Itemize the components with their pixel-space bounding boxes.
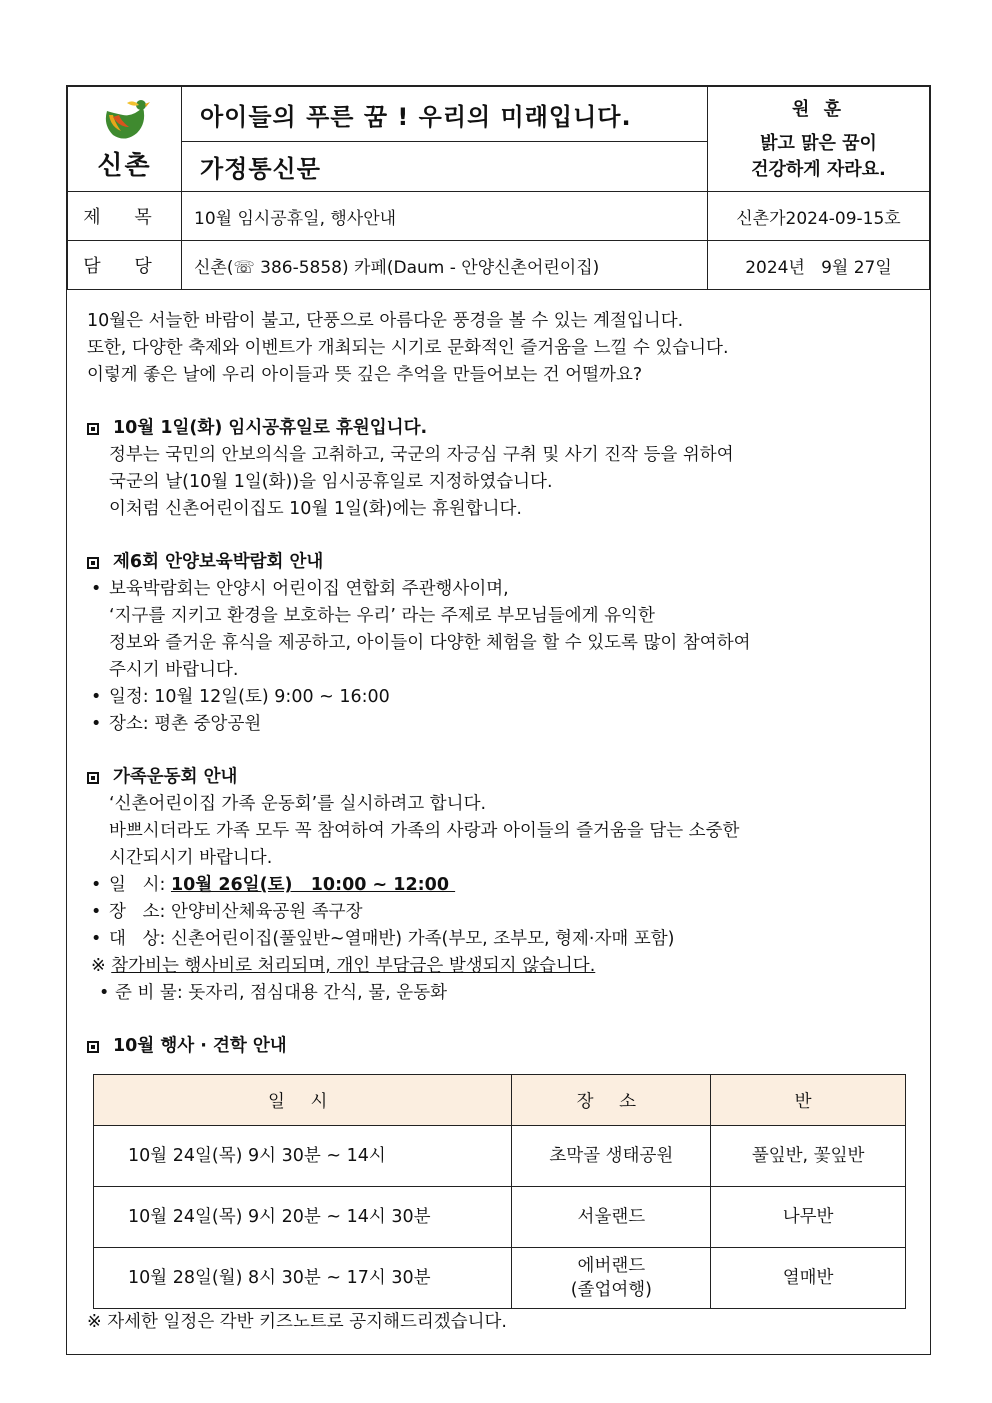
- events-header-date: 일 시: [94, 1075, 512, 1126]
- section-heading-expo: 제6회 안양보육박람회 안내: [87, 549, 917, 576]
- motto-line-1: 밝고 맑은 꿈이: [760, 133, 877, 154]
- motto-line-2: 건강하게 자라요.: [751, 159, 886, 180]
- sportsday-bring: • 준 비 물: 돗자리, 점심대용 간식, 물, 운동화: [87, 980, 917, 1007]
- events-header-class: 반: [711, 1075, 906, 1126]
- bullet-dot-icon: •: [91, 579, 102, 599]
- event-date: 10월 24일(목) 9시 30분 ~ 14시: [94, 1126, 512, 1187]
- motto-cell: [708, 87, 930, 192]
- contact-value: 신촌(☏ 386-5858) 카페(Daum - 안양신촌어린이집): [182, 241, 708, 290]
- motto-title: 원 훈: [791, 99, 846, 120]
- sportsday-who: • 대 상: 신촌어린이집(풀잎반~열매반) 가족(부모, 조부모, 형제·자매 포함): [87, 926, 917, 953]
- event-class: 열매반: [711, 1248, 906, 1309]
- doc-number: 신촌가2024-09-15호: [708, 192, 930, 241]
- event-place: 초막골 생태공원: [512, 1126, 711, 1187]
- body-content: [87, 308, 917, 1060]
- bullet-dot-icon: •: [91, 687, 102, 707]
- intro-line: 이렇게 좋은 날에 우리 아이들과 뜻 깊은 추억을 만들어보는 건 어떨까요?: [87, 365, 643, 385]
- sportsday-fee-note: ※ 참가비는 행사비로 처리되며, 개인 부담금은 발생되지 않습니다.: [91, 956, 596, 976]
- table-row: [94, 1126, 906, 1187]
- event-place-sub: (졸업여행): [570, 1280, 652, 1300]
- sportsday-line: 바쁘시더라도 가족 모두 꼭 참여하여 가족의 사랑과 아이들의 즐거움을 담는 소중한: [109, 821, 740, 841]
- sportsday-where: • 장 소: 안양비산체육공원 족구장: [87, 899, 917, 926]
- events-footnote: ※ 자세한 일정은 각반 키즈노트로 공지해드리겠습니다.: [87, 1312, 507, 1332]
- section-heading-sportsday: 가족운동회 안내: [87, 764, 917, 791]
- event-class: 나무반: [711, 1187, 906, 1248]
- bullet-dot-icon: •: [99, 983, 110, 1003]
- event-date: 10월 28일(월) 8시 30분 ~ 17시 30분: [94, 1248, 512, 1309]
- expo-line: 정보와 즐거운 휴식을 제공하고, 아이들이 다양한 체험을 할 수 있도록 많이 참여하여: [109, 633, 751, 653]
- logo-cell: [68, 87, 182, 192]
- issue-date: 2024년 9월 27일: [708, 241, 930, 290]
- event-place-name: 에버랜드: [577, 1256, 646, 1276]
- intro-line: 또한, 다양한 축제와 이벤트가 개최되는 시기로 문화적인 즐거움을 느낄 수 있습니다.: [87, 338, 729, 358]
- table-row: [94, 1187, 906, 1248]
- expo-place: • 장소: 평촌 중앙공원: [87, 711, 917, 738]
- header-table: [67, 86, 930, 290]
- logo-text: 신촌: [97, 150, 152, 181]
- bullet-dot-icon: •: [91, 714, 102, 734]
- expo-line: ‘지구를 지키고 환경을 보호하는 우리’ 라는 주제로 부모님들에게 유익한: [109, 606, 655, 626]
- square-bullet-icon: [87, 423, 99, 435]
- holiday-line: 정부는 국민의 안보의식을 고취하고, 국군의 자긍심 구취 및 사기 진작 등을 위하여: [109, 445, 734, 465]
- expo-bullet: • 보육박람회는 안양시 어린이집 연합회 주관행사이며,: [87, 576, 917, 603]
- subject-label: 제 목: [68, 192, 182, 241]
- event-place: [512, 1248, 711, 1309]
- events-table: [93, 1074, 906, 1309]
- expo-schedule: • 일정: 10월 12일(토) 9:00 ~ 16:00: [87, 684, 917, 711]
- square-bullet-icon: [87, 557, 99, 569]
- event-date: 10월 24일(목) 9시 20분 ~ 14시 30분: [94, 1187, 512, 1248]
- event-place: 서울랜드: [512, 1187, 711, 1248]
- section-heading-holiday: 10월 1일(화) 임시공휴일로 휴원입니다.: [87, 415, 917, 442]
- bullet-dot-icon: •: [91, 929, 102, 949]
- slogan: 아이들의 푸른 꿈 ! 우리의 미래입니다.: [182, 87, 708, 142]
- square-bullet-icon: [87, 1041, 99, 1053]
- newsletter-frame: [66, 85, 931, 1355]
- holiday-line: 이처럼 신촌어린이집도 10월 1일(화)에는 휴원합니다.: [109, 499, 522, 519]
- paper-title: 가정통신문: [182, 142, 708, 192]
- intro-line: 10월은 서늘한 바람이 불고, 단풍으로 아름다운 풍경을 볼 수 있는 계절입니다.: [87, 311, 684, 331]
- square-bullet-icon: [87, 772, 99, 784]
- events-header-place: 장 소: [512, 1075, 711, 1126]
- holiday-line: 국군의 날(10월 1일(화))을 임시공휴일로 지정하였습니다.: [109, 472, 553, 492]
- event-class: 풀잎반, 꽃잎반: [711, 1126, 906, 1187]
- bullet-dot-icon: •: [91, 875, 102, 895]
- contact-label: 담 당: [68, 241, 182, 290]
- sportsday-line: 시간되시기 바랍니다.: [109, 848, 273, 868]
- bird-logo-icon: [99, 97, 151, 143]
- expo-line: 주시기 바랍니다.: [109, 660, 239, 680]
- sportsday-line: ‘신촌어린이집 가족 운동회’를 실시하려고 합니다.: [109, 794, 487, 814]
- bullet-dot-icon: •: [91, 902, 102, 922]
- sportsday-when: • 일 시: 10월 26일(토) 10:00 ~ 12:00: [87, 872, 917, 899]
- section-heading-events: 10월 행사 · 견학 안내: [87, 1033, 917, 1060]
- table-row: [94, 1248, 906, 1309]
- subject-value: 10월 임시공휴일, 행사안내: [182, 192, 708, 241]
